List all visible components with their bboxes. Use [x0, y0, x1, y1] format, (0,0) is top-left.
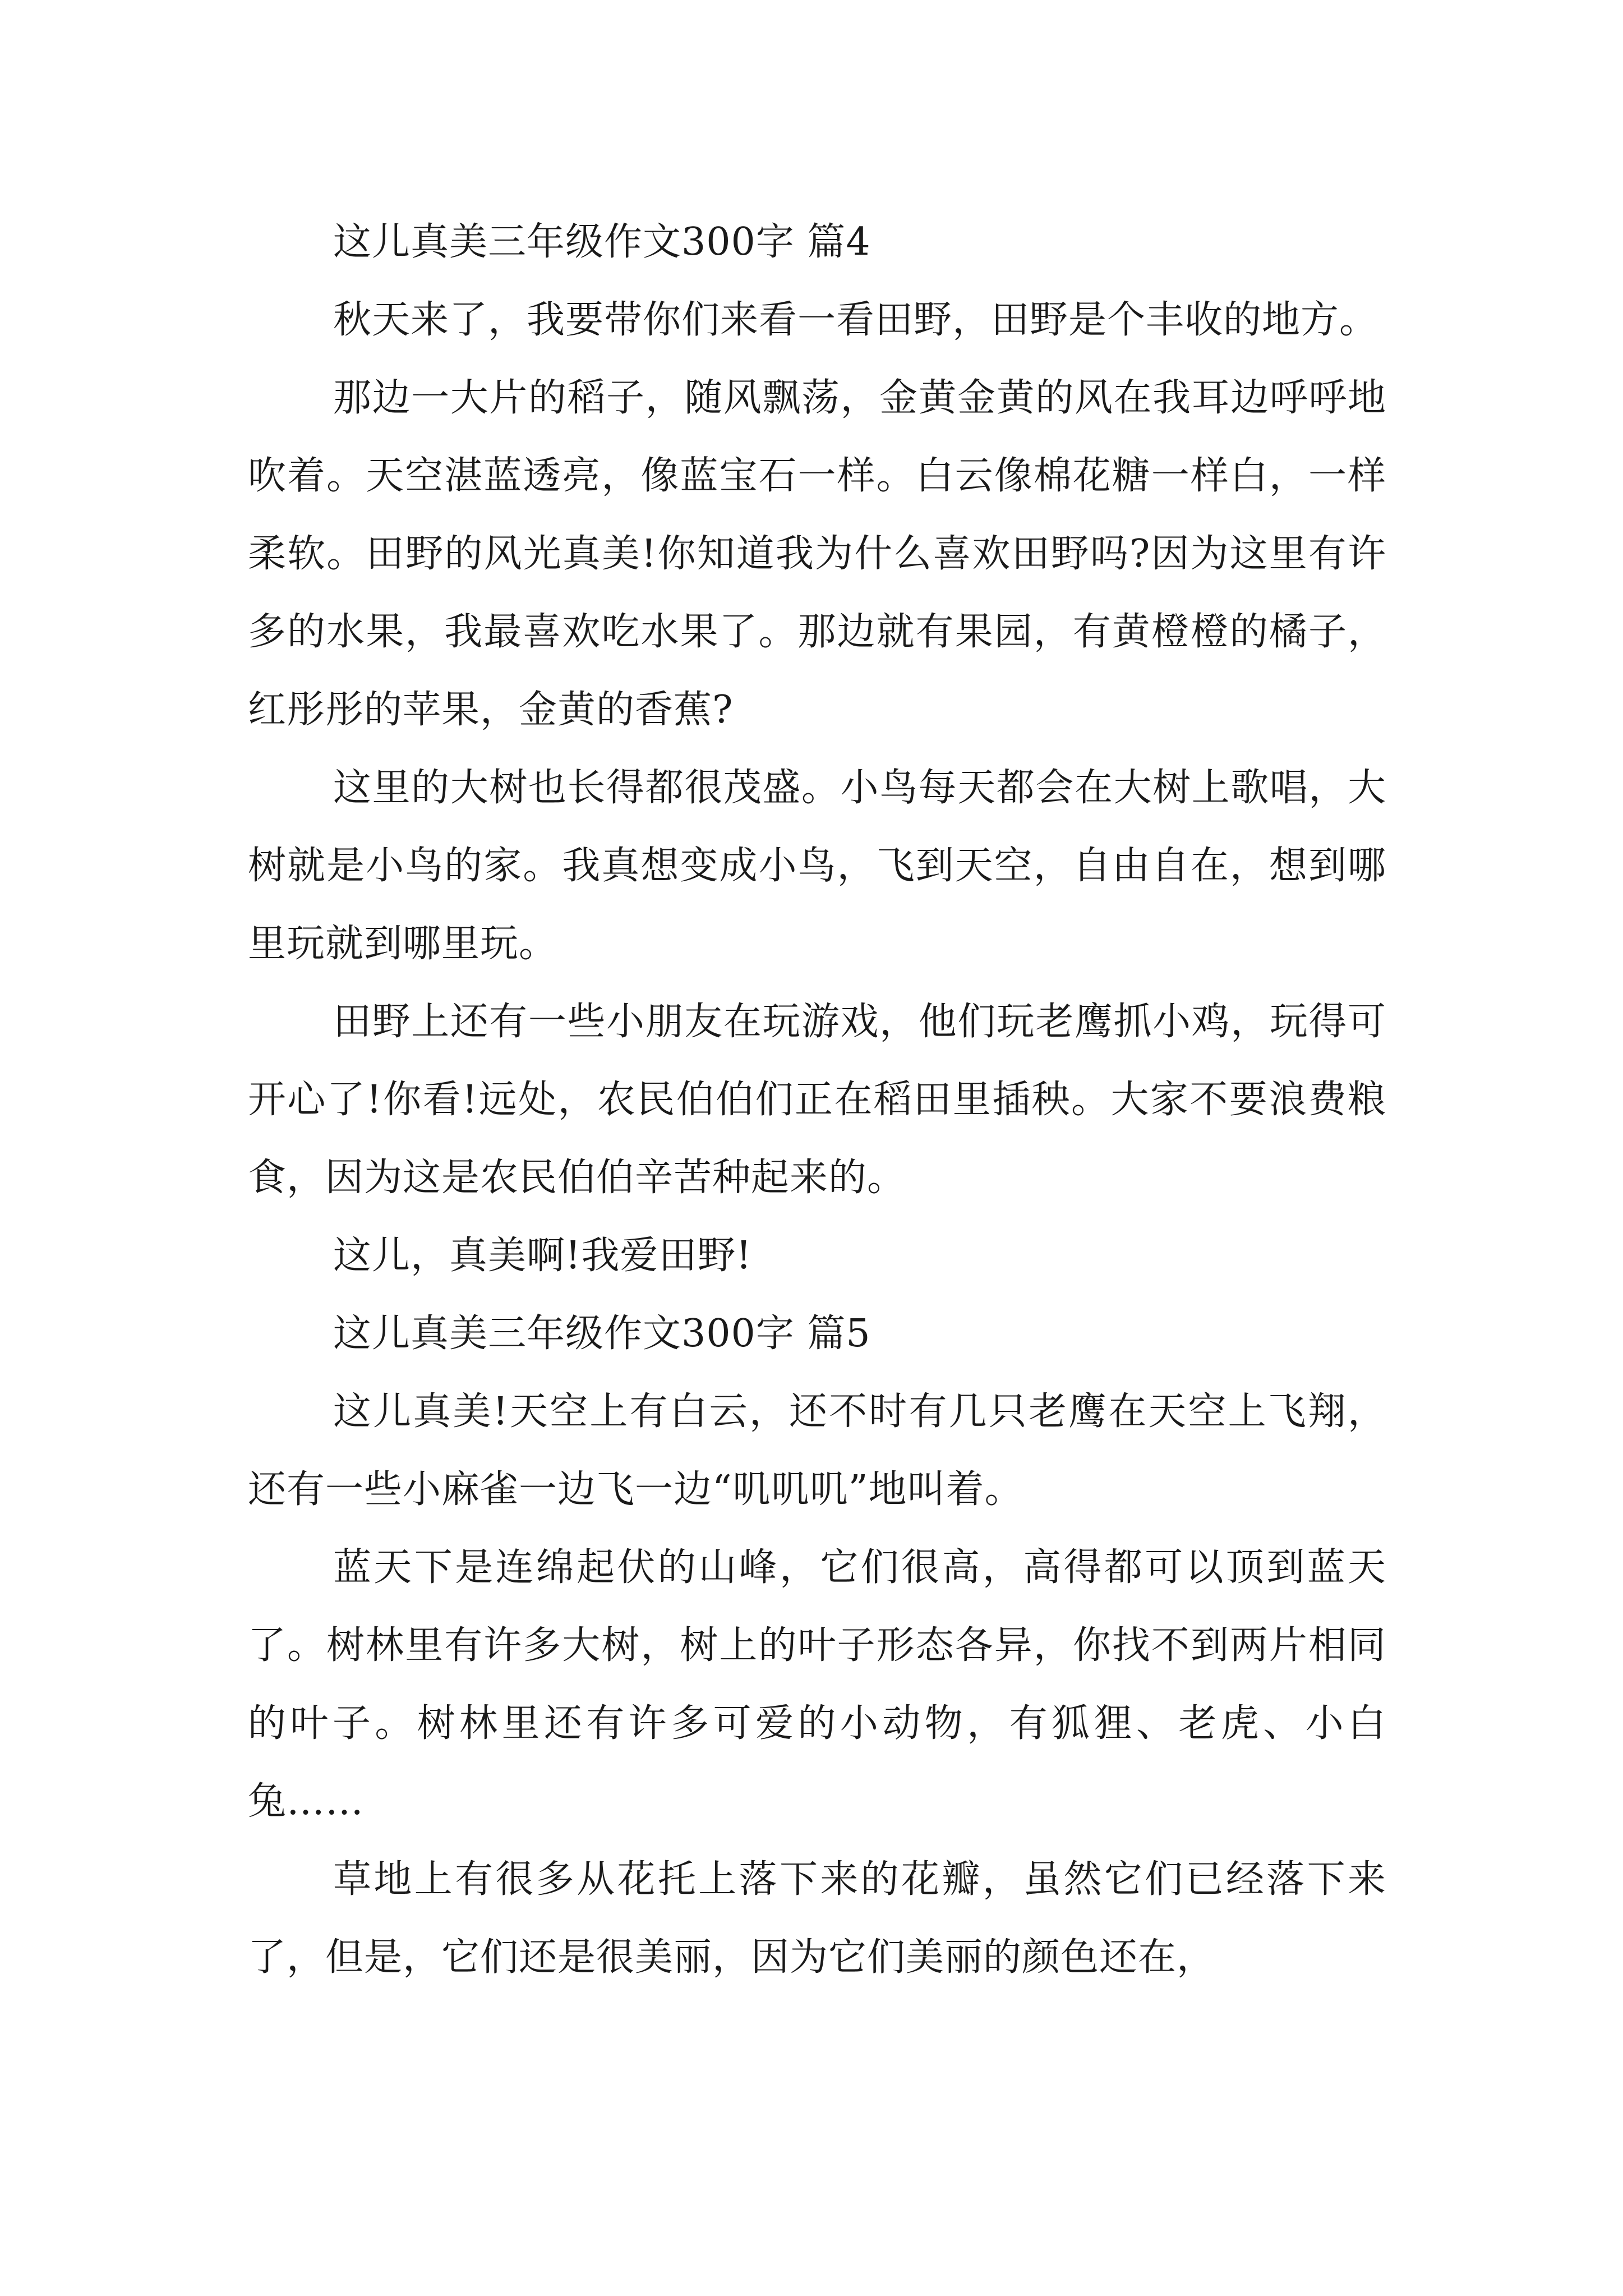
- paragraph: 那边一大片的稻子，随风飘荡，金黄金黄的风在我耳边呼呼地吹着。天空湛蓝透亮，像蓝宝石一样。白云像棉花糖一样白，一样柔软。田野的风光真美!你知道我为什么喜欢田野吗?因为这里有许多的水果，我最喜欢吃水果了。那边就有果园，有黄橙橙的橘子，红彤彤的苹果，金黄的香蕉?: [248, 376, 1386, 732]
- paragraph: 这儿真美!天空上有白云，还不时有几只老鹰在天空上飞翔，还有一些小麻雀一边飞一边“叽叽叽”地叫着。: [248, 1389, 1386, 1512]
- paragraph: 田野上还有一些小朋友在玩游戏，他们玩老鹰抓小鸡，玩得可开心了!你看!远处，农民伯伯们正在稻田里插秧。大家不要浪费粮食，因为这是农民伯伯辛苦种起来的。: [248, 1000, 1386, 1200]
- paragraph: 蓝天下是连绵起伏的山峰，它们很高，高得都可以顶到蓝天了。树林里有许多大树，树上的叶子形态各异，你找不到两片相同的叶子。树林里还有许多可爱的小动物，有狐狸、老虎、小白兔……: [248, 1545, 1386, 1824]
- paragraph: 草地上有很多从花托上落下来的花瓣，虽然它们已经落下来了，但是，它们还是很美丽，因为它们美丽的颜色还在，: [248, 1857, 1386, 1980]
- paragraph: 秋天来了，我要带你们来看一看田野，田野是个丰收的地方。: [333, 298, 1378, 342]
- section-heading-5: 这儿真美三年级作文300字 篇5: [333, 1312, 871, 1356]
- section-heading-4: 这儿真美三年级作文300字 篇4: [333, 220, 871, 264]
- document-body: [248, 203, 1386, 1996]
- paragraph: 这儿，真美啊!我爱田野!: [333, 1234, 752, 1278]
- paragraph: 这里的大树也长得都很茂盛。小鸟每天都会在大树上歌唱，大树就是小鸟的家。我真想变成小鸟，飞到天空，自由自在，想到哪里玩就到哪里玩。: [248, 766, 1386, 966]
